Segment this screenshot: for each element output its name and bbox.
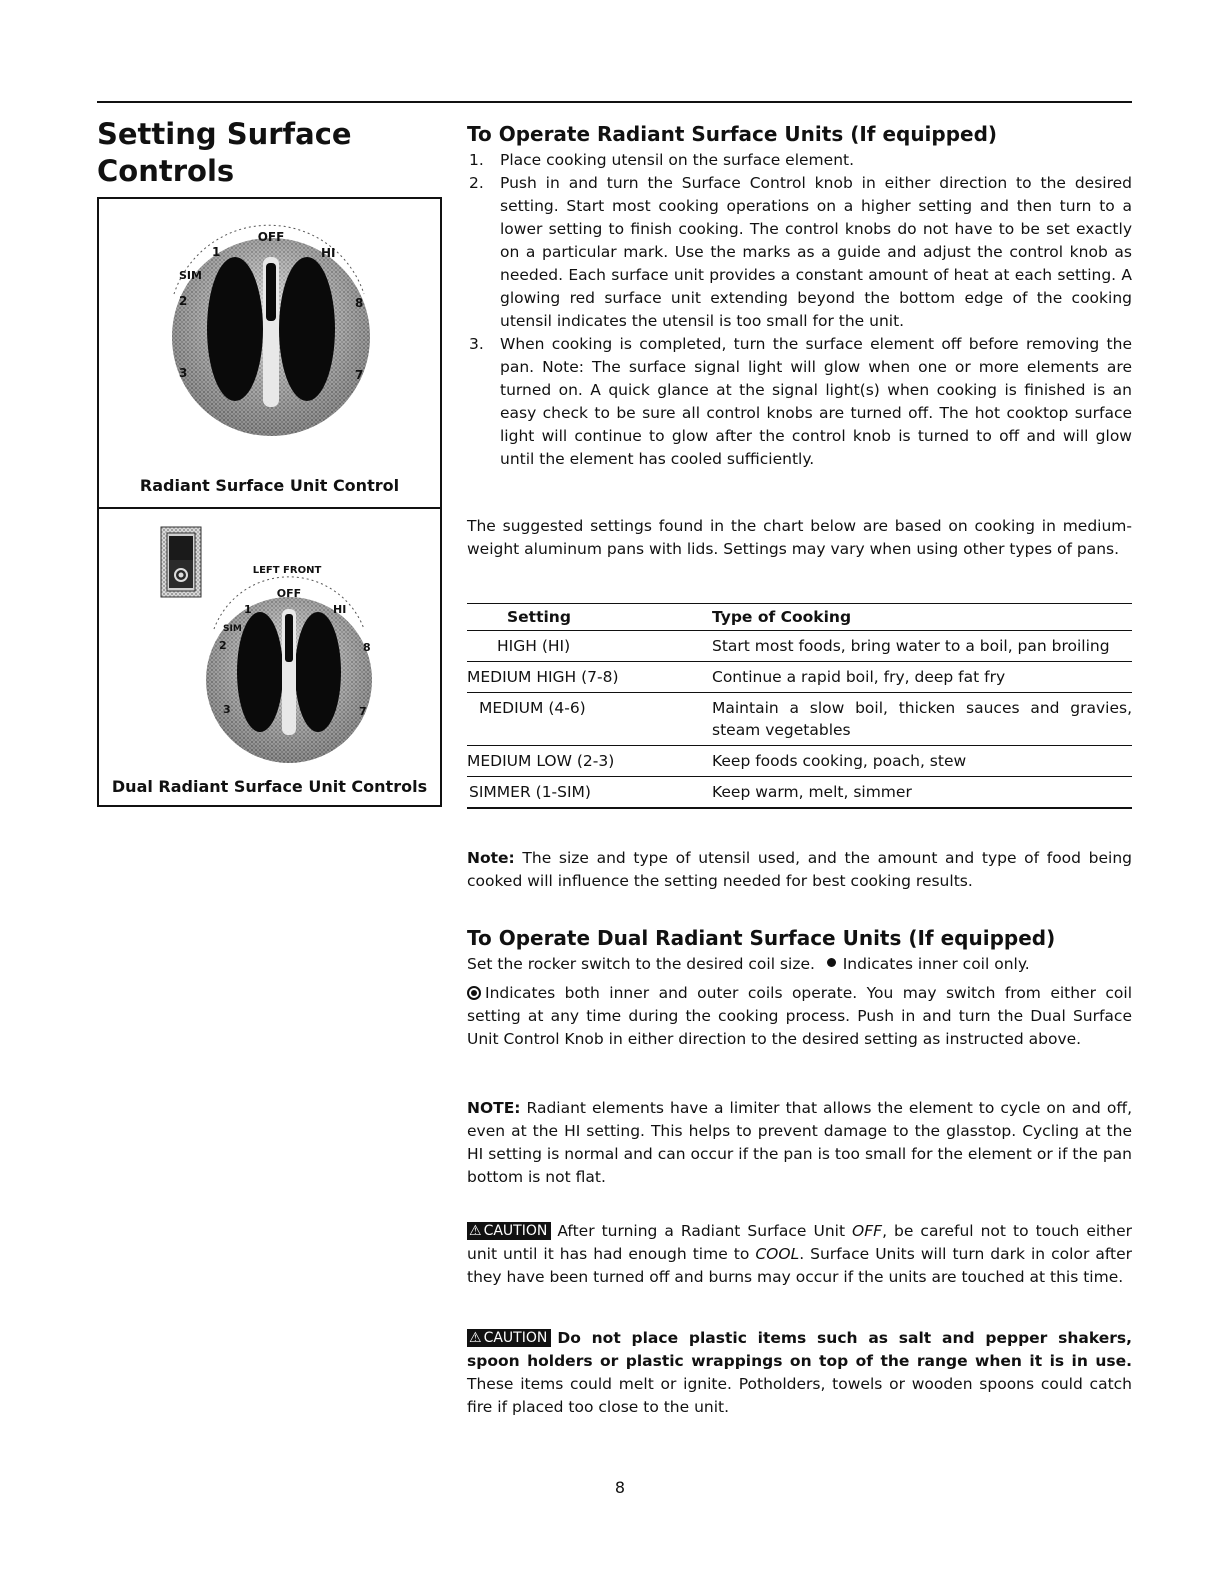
label-sim: SIM <box>223 624 242 634</box>
label-off: OFF <box>257 230 285 244</box>
column-header-type: Type of Cooking <box>712 603 1132 631</box>
label-3: 3 <box>179 366 188 380</box>
caution-paragraph-1: ⚠ CAUTION After turning a Radiant Surface Unit OFF, be careful not to touch either unit until it has had enough time to COOL. Surface Units will turn dark in color after they have been turned off and burns may occur if the units are touched at this time. <box>467 1222 1132 1286</box>
suggested-settings-intro: The suggested settings found in the chart below are based on cooking in medium-weight aluminum pans with lids. Settings may vary when using other types of pans. <box>467 517 1132 558</box>
inner-coil-dot-icon <box>827 958 836 967</box>
section-heading: To Operate Radiant Surface Units (If equipped) <box>467 122 998 146</box>
label-1: 1 <box>212 245 221 259</box>
table-header-row <box>467 603 1132 631</box>
warning-triangle-icon: ⚠ <box>469 1330 482 1346</box>
page-title: Setting Surface Controls <box>97 117 352 188</box>
table-row: MEDIUM HIGH (7-8) Continue a rapid boil, fry, deep fat fry <box>467 662 1132 693</box>
section-dual-radiant-units <box>467 925 1132 1051</box>
table-row: SIMMER (1-SIM) Keep warm, melt, simmer <box>467 777 1132 809</box>
label-sim: SIM <box>179 269 202 282</box>
label-2: 2 <box>179 294 188 308</box>
table-row: HIGH (HI) Start most foods, bring water to a boil, pan broiling <box>467 631 1132 662</box>
figure-caption: Radiant Surface Unit Control <box>139 476 400 495</box>
dual-knob-grip-right <box>295 612 341 732</box>
rocker-switch-paragraph: Set the rocker switch to the desired coil size. Indicates inner coil only. <box>467 955 1030 973</box>
dual-knob-grip-left <box>237 612 283 732</box>
section-radiant-units <box>467 121 1132 471</box>
step-item: 3. When cooking is completed, turn the surface element off before removing the pan. Note: The surface signal light will glow when one or more elements are turned on. A quick glance at the signal light(s) when cooking is finished is an easy check to be sure all control knobs are turned off. The hot cooktop surface light will continue to glow after the control knob is turned to off and will glow until the element has cooled sufficiently. <box>469 335 1132 468</box>
both-coils-icon <box>467 986 481 1000</box>
caution-badge: ⚠ CAUTION <box>467 1222 551 1240</box>
label-off: OFF <box>276 587 302 600</box>
caution-badge: ⚠ CAUTION <box>467 1329 551 1347</box>
rocker-switch-icon <box>161 527 201 597</box>
label-2: 2 <box>219 639 227 652</box>
label-hi: HI <box>333 603 347 616</box>
caution-paragraph-2: ⚠ CAUTION Do not place plastic items such as salt and pepper shakers, spoon holders or plastic wrappings on top of the range when it is in use. These items could melt or ignite. Potholders, towels or wooden spoons could catch fire if placed too close to the unit. <box>467 1329 1132 1416</box>
label-7: 7 <box>355 368 364 382</box>
step-item: 2. Push in and turn the Surface Control knob in either direction to the desired setting. Start most cooking operations on a higher setting and then turn to a lower setting to finish cooking. The control knobs do not have to be set exactly on a particular mark. Use the marks as a guide and adjust the control knob as needed. Each surface unit provides a constant amount of heat at each setting. A glowing red surface unit extending beyond the bottom edge of the cooking utensil indicates the utensil is too small for the unit. <box>469 174 1132 330</box>
label-3: 3 <box>223 703 231 716</box>
knob-grip-right <box>279 257 335 401</box>
steps-list <box>467 149 1132 471</box>
dual-knob-illustration <box>99 509 440 771</box>
label-7: 7 <box>359 705 367 718</box>
table-row: MEDIUM (4-6) Maintain a slow boil, thicken sauces and gravies, steam vegetables <box>467 693 1132 746</box>
label-left-front: LEFT FRONT <box>252 565 322 576</box>
figure-dual-radiant-control <box>97 507 442 807</box>
label-8: 8 <box>363 641 371 654</box>
top-rule <box>97 101 1132 103</box>
settings-table <box>467 603 1132 809</box>
table-row: MEDIUM LOW (2-3) Keep foods cooking, poach, stew <box>467 746 1132 777</box>
label-1: 1 <box>244 603 252 616</box>
column-header-setting: Setting <box>467 603 712 631</box>
figure-caption: Dual Radiant Surface Unit Controls <box>111 777 428 796</box>
note-paragraph: Note: The size and type of utensil used, and the amount and type of food being cooked will influence the setting needed for best cooking results. <box>467 849 1132 890</box>
figure-radiant-control <box>97 197 442 509</box>
limiter-note-paragraph: NOTE: Radiant elements have a limiter that allows the element to cycle on and off, even at the HI setting. This helps to prevent damage to the glasstop. Cycling at the HI setting is normal and can occur if the pan is too small for the element or if the pan bottom is not flat. <box>467 1099 1132 1186</box>
knob-pointer <box>266 263 276 321</box>
knob-illustration <box>99 199 440 469</box>
dual-knob-pointer <box>285 614 293 662</box>
label-8: 8 <box>355 296 364 310</box>
knob-grip-left <box>207 257 263 401</box>
warning-triangle-icon: ⚠ <box>469 1223 482 1239</box>
section-heading: To Operate Dual Radiant Surface Units (If equipped) <box>467 926 1056 950</box>
label-hi: HI <box>321 246 336 260</box>
page-number: 8 <box>614 1478 626 1497</box>
step-item: 1. Place cooking utensil on the surface element. <box>469 151 855 169</box>
both-coils-paragraph: Indicates both inner and outer coils operate. You may switch from either coil setting at any time during the cooking process. Push in and turn the Dual Surface Unit Control Knob in either direction to the desired setting as instructed above. <box>467 984 1132 1048</box>
